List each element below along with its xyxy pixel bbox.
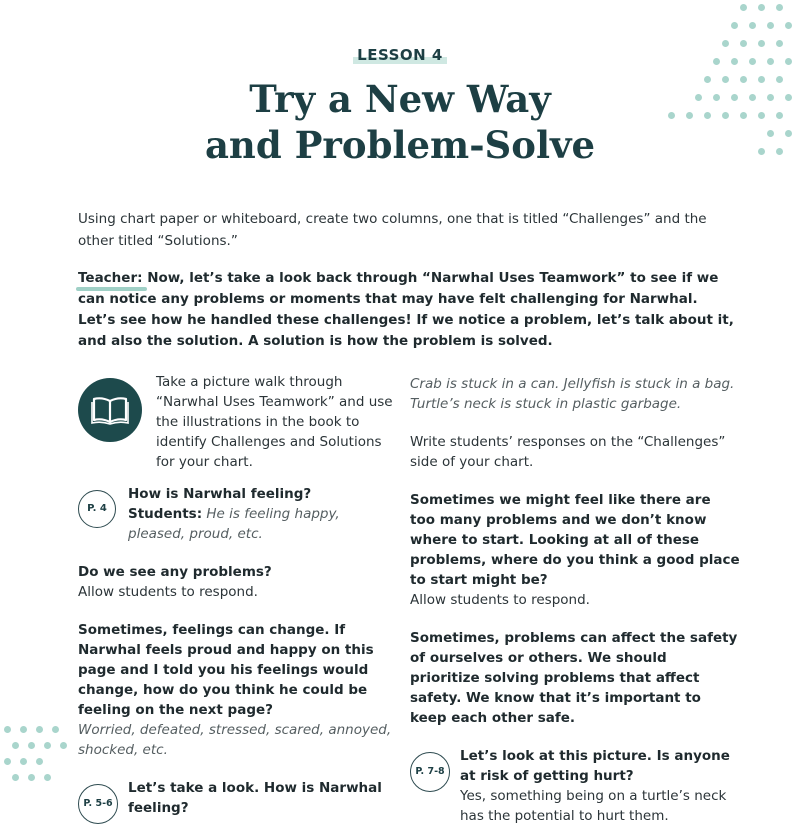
page-badge: P. 7-8 [410, 752, 450, 792]
decorative-dot [740, 4, 747, 11]
lesson-label [0, 46, 800, 64]
decorative-dot [731, 22, 738, 29]
too-many-problems-question: Sometimes we might feel like there are too many problems and we don’t know where to start. Looking at all of these problems, where do you think a good place to start might be? [410, 492, 740, 588]
title-line-1: Try a New Way [249, 77, 551, 121]
students-answer-text: He is feeling happy, pleased, proud, etc. [128, 506, 340, 542]
problems-instruction: Allow students to respond. [78, 584, 258, 600]
page-badge: P. 4 [78, 490, 116, 528]
right-column [410, 374, 740, 826]
too-many-problems-instruction: Allow students to respond. [410, 592, 590, 608]
write-responses-instruction: Write students’ responses on the “Challenges” side of your chart. [410, 434, 726, 470]
decorative-dot [12, 774, 19, 781]
page-4-question: How is Narwhal feeling? [128, 486, 312, 502]
safety-statement: Sometimes, problems can affect the safety of ourselves or others. We should prioritize solving problems that affect safety. We know that it’s important to keep each other safe. [410, 630, 738, 726]
decorative-dot [28, 742, 35, 749]
decorative-dot [749, 22, 756, 29]
page-5-6-question: Let’s take a look. How is Narwhal feeling? [128, 780, 382, 816]
intro-paragraph: Using chart paper or whiteboard, create two columns, one that is titled “Challenges” and the other titled “Solutions.” [78, 211, 707, 249]
teacher-script [78, 268, 738, 352]
page-badge: P. 5-6 [78, 784, 118, 824]
problems-question: Do we see any problems? [78, 564, 272, 580]
decorative-dot [60, 742, 67, 749]
decorative-dot [785, 22, 792, 29]
decorative-dot [767, 22, 774, 29]
feelings-answer: Worried, defeated, stressed, scared, annoyed, shocked, etc. [78, 722, 392, 758]
students-label: Students: [128, 506, 203, 522]
page-4-students-answer [128, 504, 398, 544]
decorative-dot [4, 758, 11, 765]
teacher-text: Now, let’s take a look back through “Narwhal Uses Teamwork” to see if we can notice any problems or moments that may have felt challenging for Narwhal. Let’s see how he handled these challenges! If we notice a problem, let’s talk about it, and also the solution. A solution is how the problem is solved. [78, 270, 734, 349]
decorative-dot [36, 758, 43, 765]
decorative-dot [758, 4, 765, 11]
challenge-examples: Crab is stuck in a can. Jellyfish is stuck in a bag. Turtle’s neck is stuck in plastic garbage. [410, 376, 735, 412]
left-column [78, 372, 398, 818]
feelings-question: Sometimes, feelings can change. If Narwhal feels proud and happy on this page and I told you his feelings would change, how do you think he could be feeling on the next page? [78, 622, 374, 718]
page-title [0, 76, 800, 168]
page-7-8-prompt [410, 746, 740, 826]
picture-walk-block [78, 372, 398, 484]
picture-walk-text: Take a picture walk through “Narwhal Uses Teamwork” and use the illustrations in the book to identify Challenges and Solutions for your chart. [156, 374, 393, 470]
teacher-label: Teacher: [78, 270, 143, 286]
page-4-prompt [78, 484, 398, 544]
decorative-dot [28, 774, 35, 781]
page-5-6-prompt [78, 778, 398, 818]
open-book-icon [78, 378, 142, 442]
title-line-2: and Problem-Solve [204, 123, 596, 167]
page-7-8-question: Let’s look at this picture. Is anyone at risk of getting hurt? [460, 748, 730, 784]
decorative-dot [20, 726, 27, 733]
decorative-dot [52, 726, 59, 733]
page-7-8-answer: Yes, something being on a turtle’s neck has the potential to hurt them. [460, 788, 727, 824]
decorative-dots-bottom-left [0, 720, 70, 800]
decorative-dot [776, 4, 783, 11]
decorative-dot [4, 726, 11, 733]
lesson-label-text: LESSON 4 [353, 46, 447, 64]
decorative-dot [36, 726, 43, 733]
decorative-dot [12, 742, 19, 749]
decorative-dot [44, 774, 51, 781]
decorative-dot [20, 758, 27, 765]
decorative-dot [44, 742, 51, 749]
